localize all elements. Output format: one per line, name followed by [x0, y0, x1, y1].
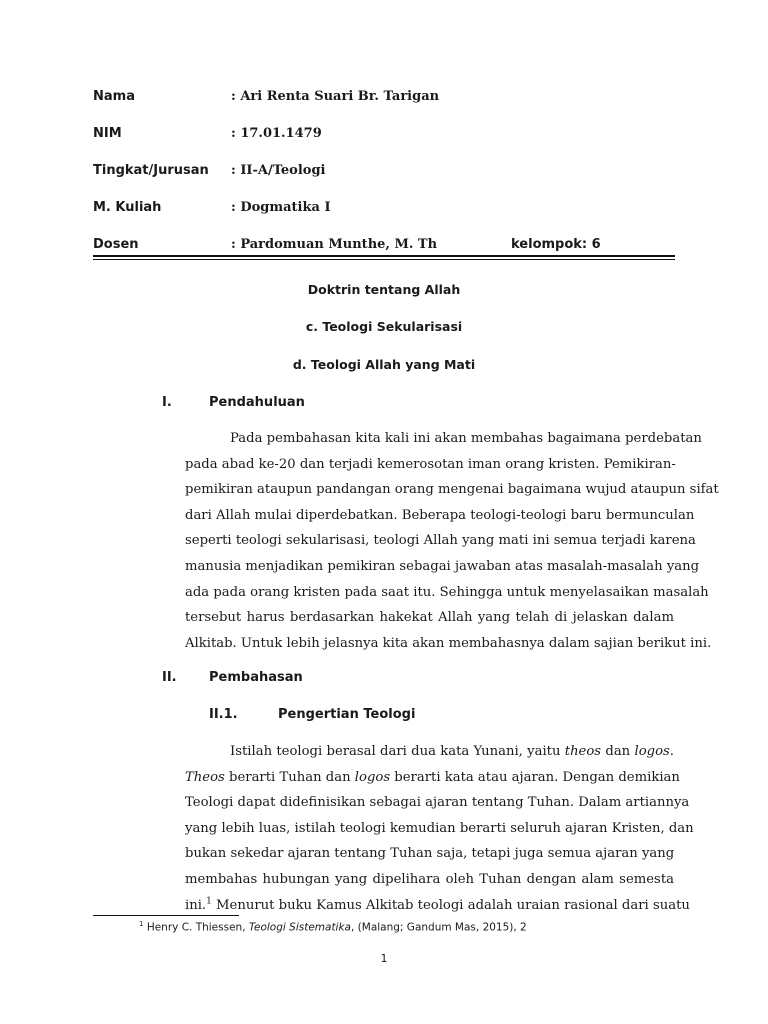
doc-subtitle-c: c. Teologi Sekularisasi [305, 319, 463, 334]
footnote-rest: , (Malang; Gandum Mas, 2015), 2 [351, 921, 527, 934]
subsection-title: Pengertian Teologi [278, 707, 416, 722]
text-run: berarti kata atau ajaran. Dengan demikian [394, 769, 680, 785]
text-line: seperti teologi sekularisasi, teologi Allah yang mati ini semua terjadi karena [185, 533, 696, 549]
footnote-author: Henry C. Thiessen, [146, 921, 246, 934]
section-title: Pembahasan [209, 670, 303, 685]
footnote [139, 920, 527, 934]
text-line: Alkitab. Untuk lebih jelasnya kita akan membahasnya dalam sajian berikut ini. [185, 635, 712, 651]
text-run: Istilah teologi berasal dari dua kata Yunani, yaitu [230, 744, 561, 759]
footnote-ref[interactable]: 1 [206, 896, 212, 907]
text-run: . [669, 744, 674, 759]
text-line: ada pada orang kristen pada saat itu. Sehingga untuk menyelasaikan masalah [185, 584, 709, 600]
info-label: Tingkat/Jurusan [93, 163, 209, 178]
definition-paragraph [185, 739, 694, 918]
italic-term: theos [564, 744, 602, 759]
info-value: : Dogmatika I [231, 200, 331, 215]
doc-title: Doktrin tentang Allah [307, 282, 461, 297]
text-line: dari Allah mulai diperdebatkan. Beberapa teologi-teologi baru bermunculan [185, 507, 695, 523]
text-line [185, 765, 680, 791]
text-line: pemikiran ataupun pandangan orang mengenai bagaimana wujud ataupun sifat [185, 482, 719, 498]
info-label: Dosen [93, 237, 139, 252]
info-label: M. Kuliah [93, 200, 162, 215]
footnote-book: Teologi Sistematika [248, 921, 351, 934]
text-run: dan [605, 744, 631, 759]
info-value: : II-A/Teologi [231, 163, 326, 178]
section-number: I. [162, 395, 172, 410]
doc-subtitle-d: d. Teologi Allah yang Mati [292, 357, 476, 372]
italic-term: logos [634, 744, 670, 759]
italic-term: logos [354, 769, 391, 785]
info-label: Nama [93, 89, 135, 104]
info-value: : Ari Renta Suari Br. Tarigan [231, 89, 440, 104]
text-line: manusia menjadikan pemikiran sebagai jawaban atas masalah-masalah yang [185, 558, 700, 574]
intro-paragraph [185, 426, 719, 656]
info-label: NIM [93, 126, 122, 141]
footnote-divider [93, 915, 239, 916]
section-title: Pendahuluan [209, 395, 305, 410]
header-divider-thick [93, 255, 675, 257]
text-run: berarti Tuhan dan [229, 769, 351, 785]
text-line [185, 893, 690, 919]
subsection-number: II.1. [209, 707, 238, 722]
text-line [185, 739, 674, 765]
text-line: pada abad ke-20 dan terjadi kemerosotan iman orang kristen. Pemikiran- [185, 456, 676, 472]
text-run: ini. [185, 897, 207, 913]
footnote-mark: 1 [139, 920, 144, 928]
group-label: kelompok: 6 [511, 237, 601, 252]
text-line: bukan sekedar ajaran tentang Tuhan saja, tetapi juga semua ajaran yang [185, 846, 675, 862]
text-line: Pada pembahasan kita kali ini akan membahas bagaimana perdebatan [230, 431, 702, 446]
text-run: Menurut buku Kamus Alkitab teologi adalah uraian rasional dari suatu [211, 897, 690, 913]
text-line: Teologi dapat didefinisikan sebagai ajaran tentang Tuhan. Dalam artiannya [185, 795, 690, 811]
info-value: : Pardomuan Munthe, M. Th [231, 237, 438, 252]
header-divider-thin [93, 259, 675, 260]
page-number: 1 [380, 952, 388, 965]
text-line: membahas hubungan yang dipelihara oleh Tuhan dengan alam semesta [185, 871, 674, 887]
section-number: II. [162, 670, 177, 685]
text-line: yang lebih luas, istilah teologi kemudian berarti seluruh ajaran Kristen, dan [185, 820, 694, 836]
info-value: : 17.01.1479 [231, 126, 322, 141]
text-line: tersebut harus berdasarkan hakekat Allah yang telah di jelaskan dalam [185, 610, 674, 626]
italic-term: Theos [185, 769, 225, 785]
